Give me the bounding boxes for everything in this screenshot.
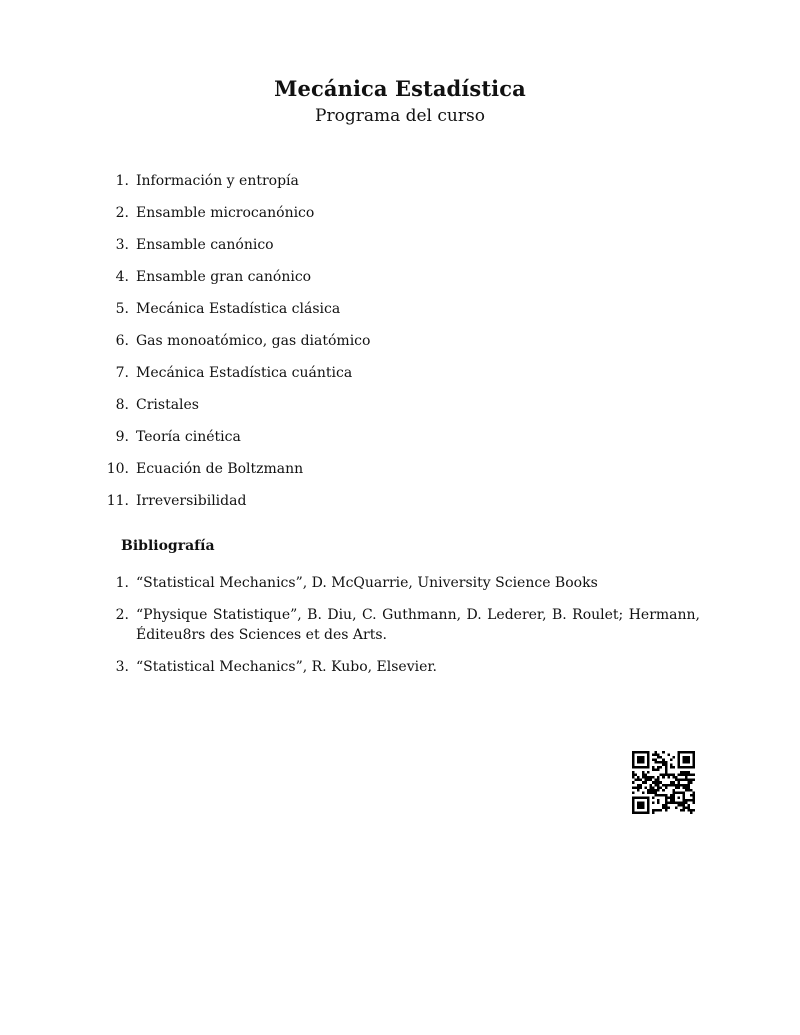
bibliography-text: “Statistical Mechanics”, D. McQuarrie, University Science Books: [136, 575, 598, 591]
topic-text: Cristales: [136, 397, 199, 413]
topic-text: Ensamble gran canónico: [136, 269, 312, 285]
topic-text: Ecuación de Boltzmann: [136, 461, 304, 477]
topic-number: 4.: [115, 269, 129, 285]
bibliography-item: [100, 657, 700, 677]
topic-text: Mecánica Estadística clásica: [136, 301, 341, 317]
bibliography-text: “Physique Statistique”, B. Diu, C. Guthmann, D. Lederer, B. Roulet; Hermann, Éditeu8rs des Sciences et des Arts.: [136, 607, 700, 643]
topic-text: Teoría cinética: [136, 429, 241, 445]
bibliography-number: 3.: [115, 659, 129, 675]
document-subtitle: Programa del curso: [315, 106, 485, 126]
topic-number: 3.: [115, 237, 129, 253]
topic-number: 7.: [115, 365, 129, 381]
bibliography-heading: Bibliografía: [121, 538, 215, 554]
topic-number: 2.: [115, 205, 129, 221]
topic-text: Información y entropía: [136, 173, 299, 189]
bibliography-text: “Statistical Mechanics”, R. Kubo, Elsevier.: [136, 659, 437, 675]
qr-code-icon: [632, 751, 695, 814]
topic-text: Irreversibilidad: [136, 493, 247, 509]
document-title: Mecánica Estadística: [274, 76, 526, 101]
topic-text: Gas monoatómico, gas diatómico: [136, 333, 371, 349]
bibliography-number: 2.: [115, 607, 129, 623]
topic-text: Ensamble canónico: [136, 237, 274, 253]
topic-number: 11.: [106, 493, 129, 509]
topic-text: Ensamble microcanónico: [136, 205, 315, 221]
topic-number: 8.: [115, 397, 129, 413]
topic-number: 5.: [115, 301, 129, 317]
topic-number: 10.: [106, 461, 129, 477]
topic-number: 6.: [115, 333, 129, 349]
topic-text: Mecánica Estadística cuántica: [136, 365, 353, 381]
topic-number: 9.: [115, 429, 129, 445]
bibliography-item: [100, 573, 700, 593]
bibliography-list: [100, 573, 700, 689]
bibliography-number: 1.: [115, 575, 129, 591]
topic-number: 1.: [115, 173, 129, 189]
bibliography-item: [100, 605, 700, 645]
